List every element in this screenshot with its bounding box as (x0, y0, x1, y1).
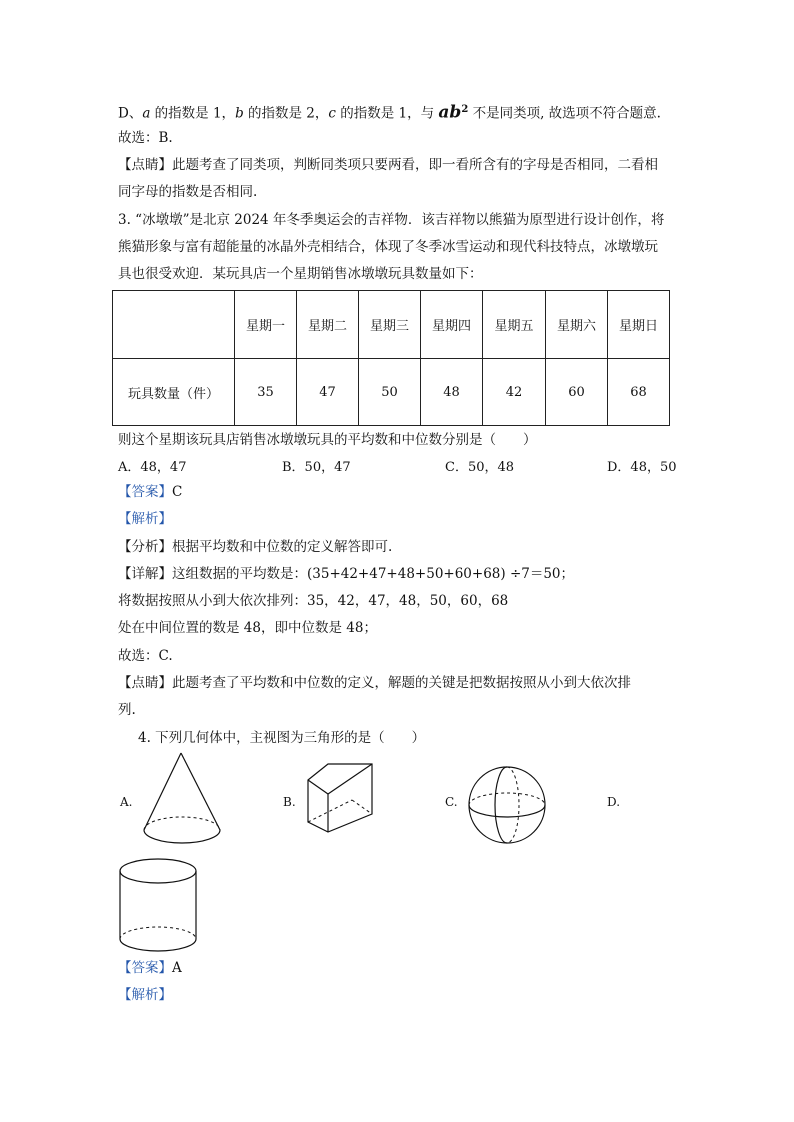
answer-line (118, 482, 182, 502)
table-header-cell: 星期四 (421, 291, 483, 359)
table-header-cell: 星期日 (608, 291, 670, 359)
choice-line: 故选：B. (118, 130, 173, 146)
exponent: 2 (461, 104, 469, 115)
table-cell: 48 (421, 359, 483, 426)
answer-value: C (172, 484, 183, 500)
question-3-line-1: 3. “冰墩墩”是北京 2024 年冬季奥运会的吉祥物．该吉祥物以熊猫为原型进行设计创作，将 (118, 212, 665, 228)
text: 不是同类项, 故选项不符合题意. (468, 105, 661, 122)
table-cell: 35 (235, 359, 297, 426)
dianjing-line-3 (118, 673, 631, 693)
fenxi-line (118, 537, 392, 557)
question-3-line-3: 具也很受欢迎．某玩具店一个星期销售冰墩墩玩具数量如下： (118, 266, 483, 282)
table-cell: 47 (297, 359, 359, 426)
dianjing-text: 此题考查了平均数和中位数的定义，解题的关键是把数据按照从小到大依次排 (172, 675, 631, 691)
sphere-figure (462, 760, 552, 850)
table-row (113, 359, 670, 426)
cone-figure (138, 750, 228, 850)
dianjing-line-2: 同字母的指数是否相同. (118, 184, 258, 200)
table-cell: 50 (359, 359, 421, 426)
sort-line: 将数据按照从小到大依次排列：35，42，47，48，50，60，68 (118, 593, 509, 609)
xiangjie-line (118, 564, 574, 584)
answer-value: A (172, 960, 182, 976)
table-cell: 60 (546, 359, 608, 426)
option-a: A．48，47 (118, 460, 187, 475)
choice-line-2: 故选：C. (118, 648, 173, 664)
table-header-row (113, 291, 670, 359)
analysis-tag-4: 【解析】 (118, 987, 172, 1003)
answer-tag: 【答案】 (118, 960, 172, 976)
figure-label-d: D. (607, 795, 621, 809)
cylinder-figure (114, 855, 204, 960)
median-line: 处在中间位置的数是 48，即中位数是 48； (118, 620, 377, 636)
xiangjie-text: 这组数据的平均数是：(35+42+47+48+50+60+68) ÷7＝50； (172, 566, 575, 582)
analysis-tag: 【解析】 (118, 511, 172, 527)
question-4-stem: 4. 下列几何体中，主视图为三角形的是（ ） (138, 730, 426, 746)
option-d: D．48，50 (607, 460, 677, 475)
text: 的指数是 2， (243, 105, 329, 122)
dianjing-tag: 【点睛】 (118, 157, 172, 173)
text: 的指数是 1， (150, 105, 236, 122)
figure-label-a: A. (120, 795, 133, 809)
expr-ab: ab (438, 102, 462, 123)
table-cell: 42 (483, 359, 546, 426)
fenxi-text: 根据平均数和中位数的定义解答即可. (172, 539, 393, 555)
sales-table (112, 290, 670, 426)
solution-line-d (118, 100, 661, 124)
table-row-label: 玩具数量（件） (113, 359, 235, 426)
table-corner-cell (113, 291, 235, 359)
option-b: B．50，47 (282, 460, 351, 475)
var-b: b (235, 105, 244, 122)
text: 的指数是 1，与 (335, 105, 439, 122)
option-c: C．50，48 (445, 460, 515, 475)
var-c: c (328, 105, 336, 122)
figure-label-c: C. (445, 795, 458, 809)
table-header-cell: 星期一 (235, 291, 297, 359)
table-header-cell: 星期三 (359, 291, 421, 359)
prism-figure (300, 760, 380, 840)
question-3-stem: 则这个星期该玩具店销售冰墩墩玩具的平均数和中位数分别是（ ） (118, 432, 537, 448)
table-header-cell: 星期六 (546, 291, 608, 359)
dianjing-line-4: 列. (118, 702, 136, 718)
fenxi-tag: 【分析】 (118, 539, 172, 555)
answer-tag: 【答案】 (118, 484, 172, 500)
table-header-cell: 星期二 (297, 291, 359, 359)
xiangjie-tag: 【详解】 (118, 566, 172, 582)
answer-line-4 (118, 958, 182, 978)
text: D、 (118, 105, 143, 122)
var-a: a (142, 105, 151, 122)
table-header-cell: 星期五 (483, 291, 546, 359)
dianjing-tag: 【点睛】 (118, 675, 172, 691)
table-cell: 68 (608, 359, 670, 426)
dianjing-line (118, 155, 658, 175)
question-3-line-2: 熊猫形象与富有超能量的冰晶外壳相结合，体现了冬季冰雪运动和现代科技特点，冰墩墩玩 (118, 239, 658, 255)
figure-label-b: B. (283, 795, 296, 809)
dianjing-text: 此题考查了同类项，判断同类项只要两看，即一看所含有的字母是否相同，二看相 (172, 157, 658, 173)
